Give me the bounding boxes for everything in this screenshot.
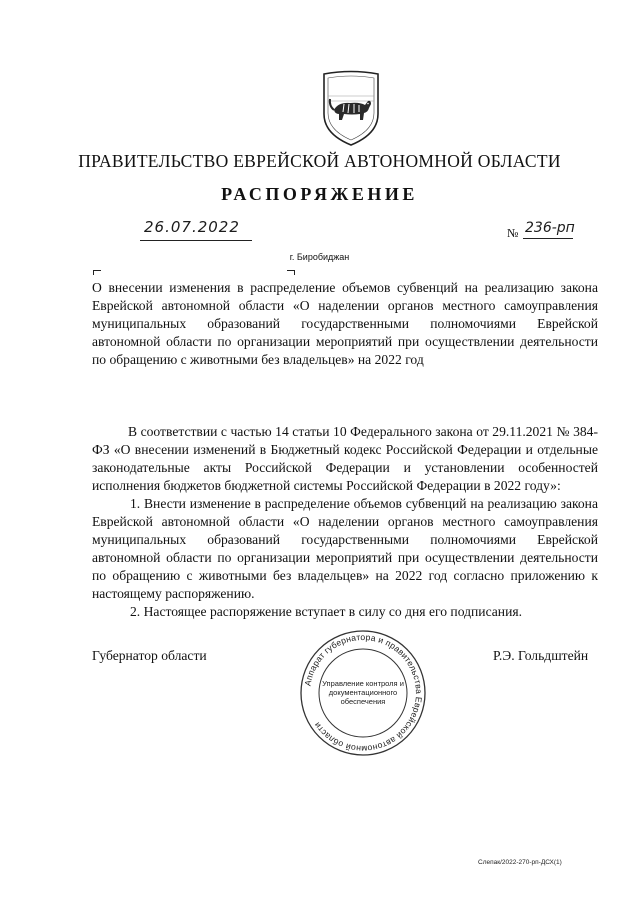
official-stamp [298, 628, 428, 758]
document-subject: О внесении изменения в распределение объемов субвенций на реализацию закона Еврейской автономной области «О наделении органов местного самоуправления муниципальных образований государственными полномочиями Еврейской автономной области по организации мероприятий при осуществлении деятельности по обращению с животными без владельцев» на 2022 год [92, 280, 598, 367]
date-field [140, 218, 252, 241]
stamp-inner-line-1: Управление контроля и [322, 679, 404, 688]
number-label: № [507, 226, 519, 240]
item-1-paragraph: 1. Внести изменение в распределение объемов субвенций на реализацию закона Еврейской автономной области «О наделении органов местного самоуправления муниципальных образований государственными полномочиями Еврейской автономной области по организации мероприятий при осуществлении деятельности по обращению с животными без владельцев» на 2022 год согласно приложению к настоящему распоряжению. [92, 496, 598, 601]
number-underline [523, 238, 573, 239]
item-2-paragraph: 2. Настоящее распоряжение вступает в силу со дня его подписания. [130, 604, 523, 619]
city-label: г. Биробиджан [289, 252, 350, 262]
document-type-heading: РАСПОРЯЖЕНИЕ [221, 184, 418, 204]
stamp-inner-line-2: документационного [328, 688, 398, 697]
signatory-position: Губернатор области [92, 648, 207, 663]
subject-bracket-right [287, 270, 295, 275]
stamp-outer-text: Аппарат губернатора и правительства Еврейской автономной области [302, 631, 425, 755]
document-number-field [507, 222, 573, 240]
handwritten-number: 236-рп [525, 220, 575, 236]
document-registration-code: Слепак/2022-270-рп-ДСХ(1) [478, 859, 562, 866]
preamble-paragraph: В соответствии с частью 14 статьи 10 Федерального закона от 29.11.2021 № 384-ФЗ «О внесении изменений в Бюджетный кодекс Российской Федерации и отдельные законодательные акты Российской Федерации и установлении особенностей исполнения бюджетов бюджетной системы Российской Федерации в 2022 году»: [92, 424, 598, 493]
government-title: ПРАВИТЕЛЬСТВО ЕВРЕЙСКОЙ АВТОНОМНОЙ ОБЛАСТИ [78, 151, 561, 171]
handwritten-date: 26.07.2022 [144, 218, 240, 236]
coat-of-arms-emblem [316, 68, 386, 148]
document-body [92, 423, 598, 621]
stamp-inner-line-3: обеспечения [340, 697, 386, 706]
subject-bracket-left [93, 270, 101, 275]
signatory-name: Р.Э. Гольдштейн [493, 648, 589, 663]
